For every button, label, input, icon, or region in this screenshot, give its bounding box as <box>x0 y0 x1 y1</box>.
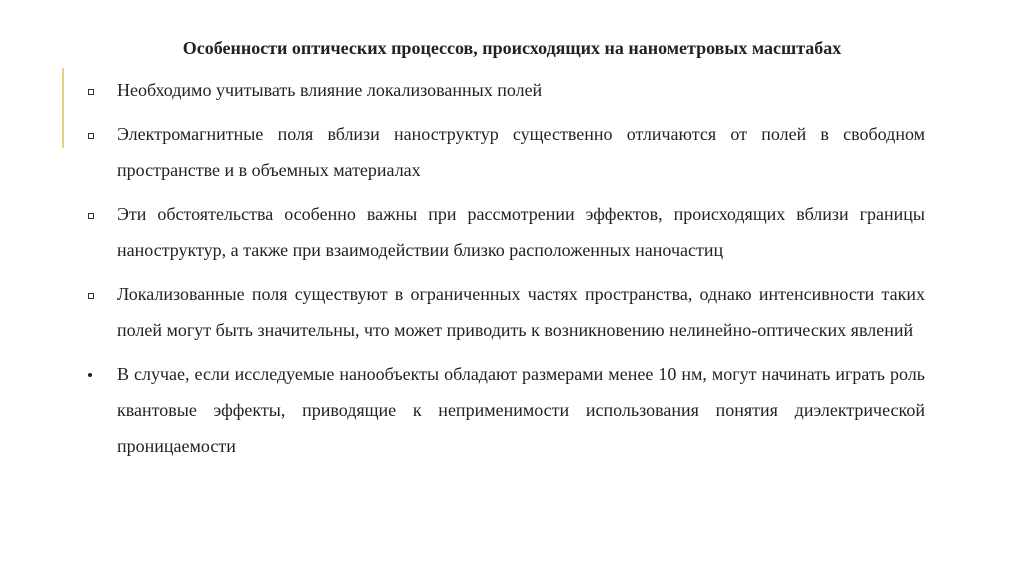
bullet-item-5 <box>85 356 925 464</box>
slide-title: Особенности оптических процессов, происходящих на нанометровых масштабах <box>182 38 842 58</box>
bullet-list <box>85 72 925 472</box>
bullet-item-3 <box>85 196 925 268</box>
bullet-item-4 <box>85 276 925 348</box>
bullet-text: Необходимо учитывать влияние локализованных полей <box>117 80 543 100</box>
bullet-text: В случае, если исследуемые нанообъекты обладают размерами менее 10 нм, могут начинать играть роль квантовые эффекты, приводящие к неприменимости использования понятия диэлектрической проницаемости <box>117 364 925 456</box>
bullet-item-2 <box>85 116 925 188</box>
square-outline-icon <box>85 72 99 108</box>
square-outline-icon <box>85 196 99 232</box>
bullet-item-1 <box>85 72 925 108</box>
bullet-text: Электромагнитные поля вблизи наноструктур существенно отличаются от полей в свободном пространстве и в объемных материалах <box>117 124 925 180</box>
bullet-text: Эти обстоятельства особенно важны при рассмотрении эффектов, происходящих вблизи границы наноструктур, а также при взаимодействии близко расположенных наночастиц <box>117 204 925 260</box>
accent-bar <box>62 68 64 148</box>
square-outline-icon <box>85 116 99 152</box>
bullet-text: Локализованные поля существуют в ограниченных частях пространства, однако интенсивности таких полей могут быть значительны, что может приводить к возникновению нелинейно-оптических явлений <box>117 284 925 340</box>
dot-icon <box>85 356 99 392</box>
square-outline-icon <box>85 276 99 312</box>
